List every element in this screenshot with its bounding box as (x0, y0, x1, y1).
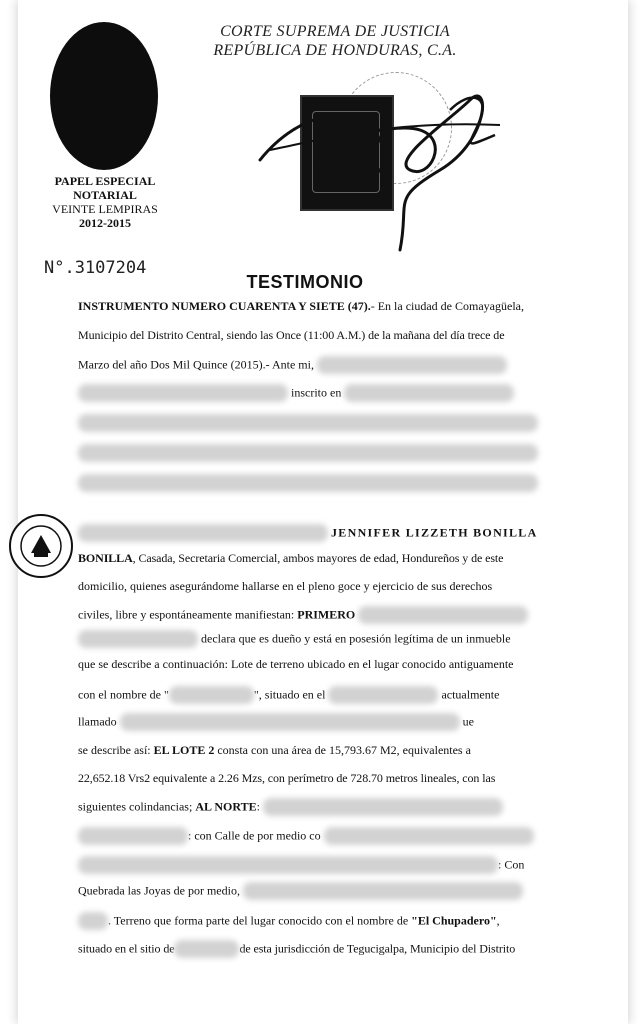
body-text: de esta jurisdicción de Tegucigalpa, Municipio del Distrito (239, 941, 516, 956)
redaction (78, 630, 198, 648)
body-text: , Casada, Secretaria Comercial, ambos mayores de edad, Hondureños y de este (132, 550, 504, 565)
body-line-17 (78, 770, 546, 799)
redaction (78, 827, 188, 845)
body-text: Marzo del año Dos Mil Quince (2015).- Ante mi, (78, 357, 314, 372)
place-name: "El Chupadero" (411, 913, 497, 928)
redaction (358, 606, 528, 624)
body-line-7 (78, 474, 546, 503)
body-line-8 (78, 524, 546, 553)
party-name: BONILLA (78, 550, 133, 565)
redaction (263, 798, 503, 816)
body-text: : con Calle de por medio co (188, 828, 321, 843)
paper-line-3: VEINTE LEMPIRAS (52, 202, 158, 216)
body-line-2 (78, 327, 546, 356)
body-text: . Terreno que forma parte del lugar conocido con el nombre de (108, 913, 412, 928)
body-line-16 (78, 742, 546, 771)
body-text: Quebrada las Joyas de por medio, (78, 883, 240, 898)
body-line-13 (78, 656, 546, 685)
body-text: : Con (498, 857, 525, 872)
document-title: TESTIMONIO (246, 272, 364, 292)
redaction (78, 856, 498, 874)
body-line-23 (78, 940, 546, 969)
redaction (317, 356, 507, 374)
body-text: domicilio, quienes asegurándome hallarse en el pleno goce y ejercicio de sus derechos (78, 578, 493, 593)
paper-line-1: PAPEL ESPECIAL (54, 174, 156, 188)
body-text: ", situado en el (253, 687, 326, 702)
instrument-number: INSTRUMENTO NUMERO CUARENTA Y SIETE (47). (78, 298, 371, 313)
body-line-9 (78, 550, 546, 579)
body-text: con el nombre de " (78, 687, 169, 702)
body-line-21 (78, 882, 546, 911)
lot-label: EL LOTE 2 (153, 742, 215, 757)
body-text: Municipio del Distrito Central, siendo las Once (11:00 A.M.) de la mañana del día trece de (78, 327, 505, 342)
body-line-4 (78, 384, 546, 413)
body-text: , (496, 913, 500, 928)
body-text: ue (462, 714, 474, 729)
serial-number: N°.3107204 (44, 258, 147, 278)
body-text: civiles, libre y espontáneamente manifiestan: (78, 607, 298, 622)
party-name: JENNIFER LIZZETH BONILLA (331, 525, 538, 540)
court-name: CORTE SUPREMA DE JUSTICIA (220, 23, 450, 40)
redaction (324, 827, 534, 845)
paper-line-4: 2012-2015 (79, 216, 131, 230)
body-line-22 (78, 912, 546, 941)
body-text: 22,652.18 Vrs2 equivalente a 2.26 Mzs, con perímetro de 728.70 metros lineales, con las (78, 770, 496, 785)
redaction (78, 524, 328, 542)
redaction (78, 474, 538, 492)
body-text: - En la ciudad de Comayagüela, (370, 298, 524, 313)
body-text: declara que es dueño y está en posesión legítima de un inmueble (201, 631, 511, 646)
redaction (78, 444, 538, 462)
court-header (190, 22, 480, 60)
redacted-emblem-oval (50, 22, 158, 170)
redaction (243, 882, 523, 900)
body-text: inscrito en (291, 385, 342, 400)
redaction (174, 940, 239, 958)
body-text: consta con una área de 15,793.67 M2, equivalentes a (214, 742, 471, 757)
boundary-north: AL NORTE (195, 799, 257, 814)
paper-type-label (30, 174, 180, 230)
body-line-12 (78, 630, 546, 659)
redaction (328, 686, 438, 704)
body-line-20 (78, 856, 546, 885)
clause-first: PRIMERO (297, 607, 356, 622)
body-text: que se describe a continuación: Lote de terreno ubicado en el lugar conocido antiguamente (78, 656, 514, 671)
body-line-18 (78, 798, 546, 827)
body-line-10 (78, 578, 546, 607)
redaction (78, 384, 288, 402)
redaction (120, 713, 460, 731)
body-text: actualmente (441, 687, 500, 702)
body-text: : (256, 799, 260, 814)
body-line-5 (78, 414, 546, 443)
redaction (78, 912, 108, 930)
redaction (344, 384, 514, 402)
body-text: siguientes colindancias; (78, 799, 196, 814)
country-name: REPÚBLICA DE HONDURAS, C.A. (213, 42, 457, 59)
body-line-1 (78, 298, 546, 327)
body-line-19 (78, 827, 546, 856)
body-text: situado en el sitio de (78, 941, 175, 956)
redaction (78, 414, 538, 432)
body-line-14 (78, 686, 546, 715)
body-text: se describe así: (78, 742, 154, 757)
redaction (169, 686, 254, 704)
body-text: llamado (78, 714, 117, 729)
body-line-3 (78, 356, 546, 385)
body-line-6 (78, 444, 546, 473)
paper-line-2: NOTARIAL (73, 188, 137, 202)
signature-scribble (240, 80, 520, 260)
body-line-15 (78, 713, 546, 742)
poder-judicial-seal (8, 513, 74, 579)
